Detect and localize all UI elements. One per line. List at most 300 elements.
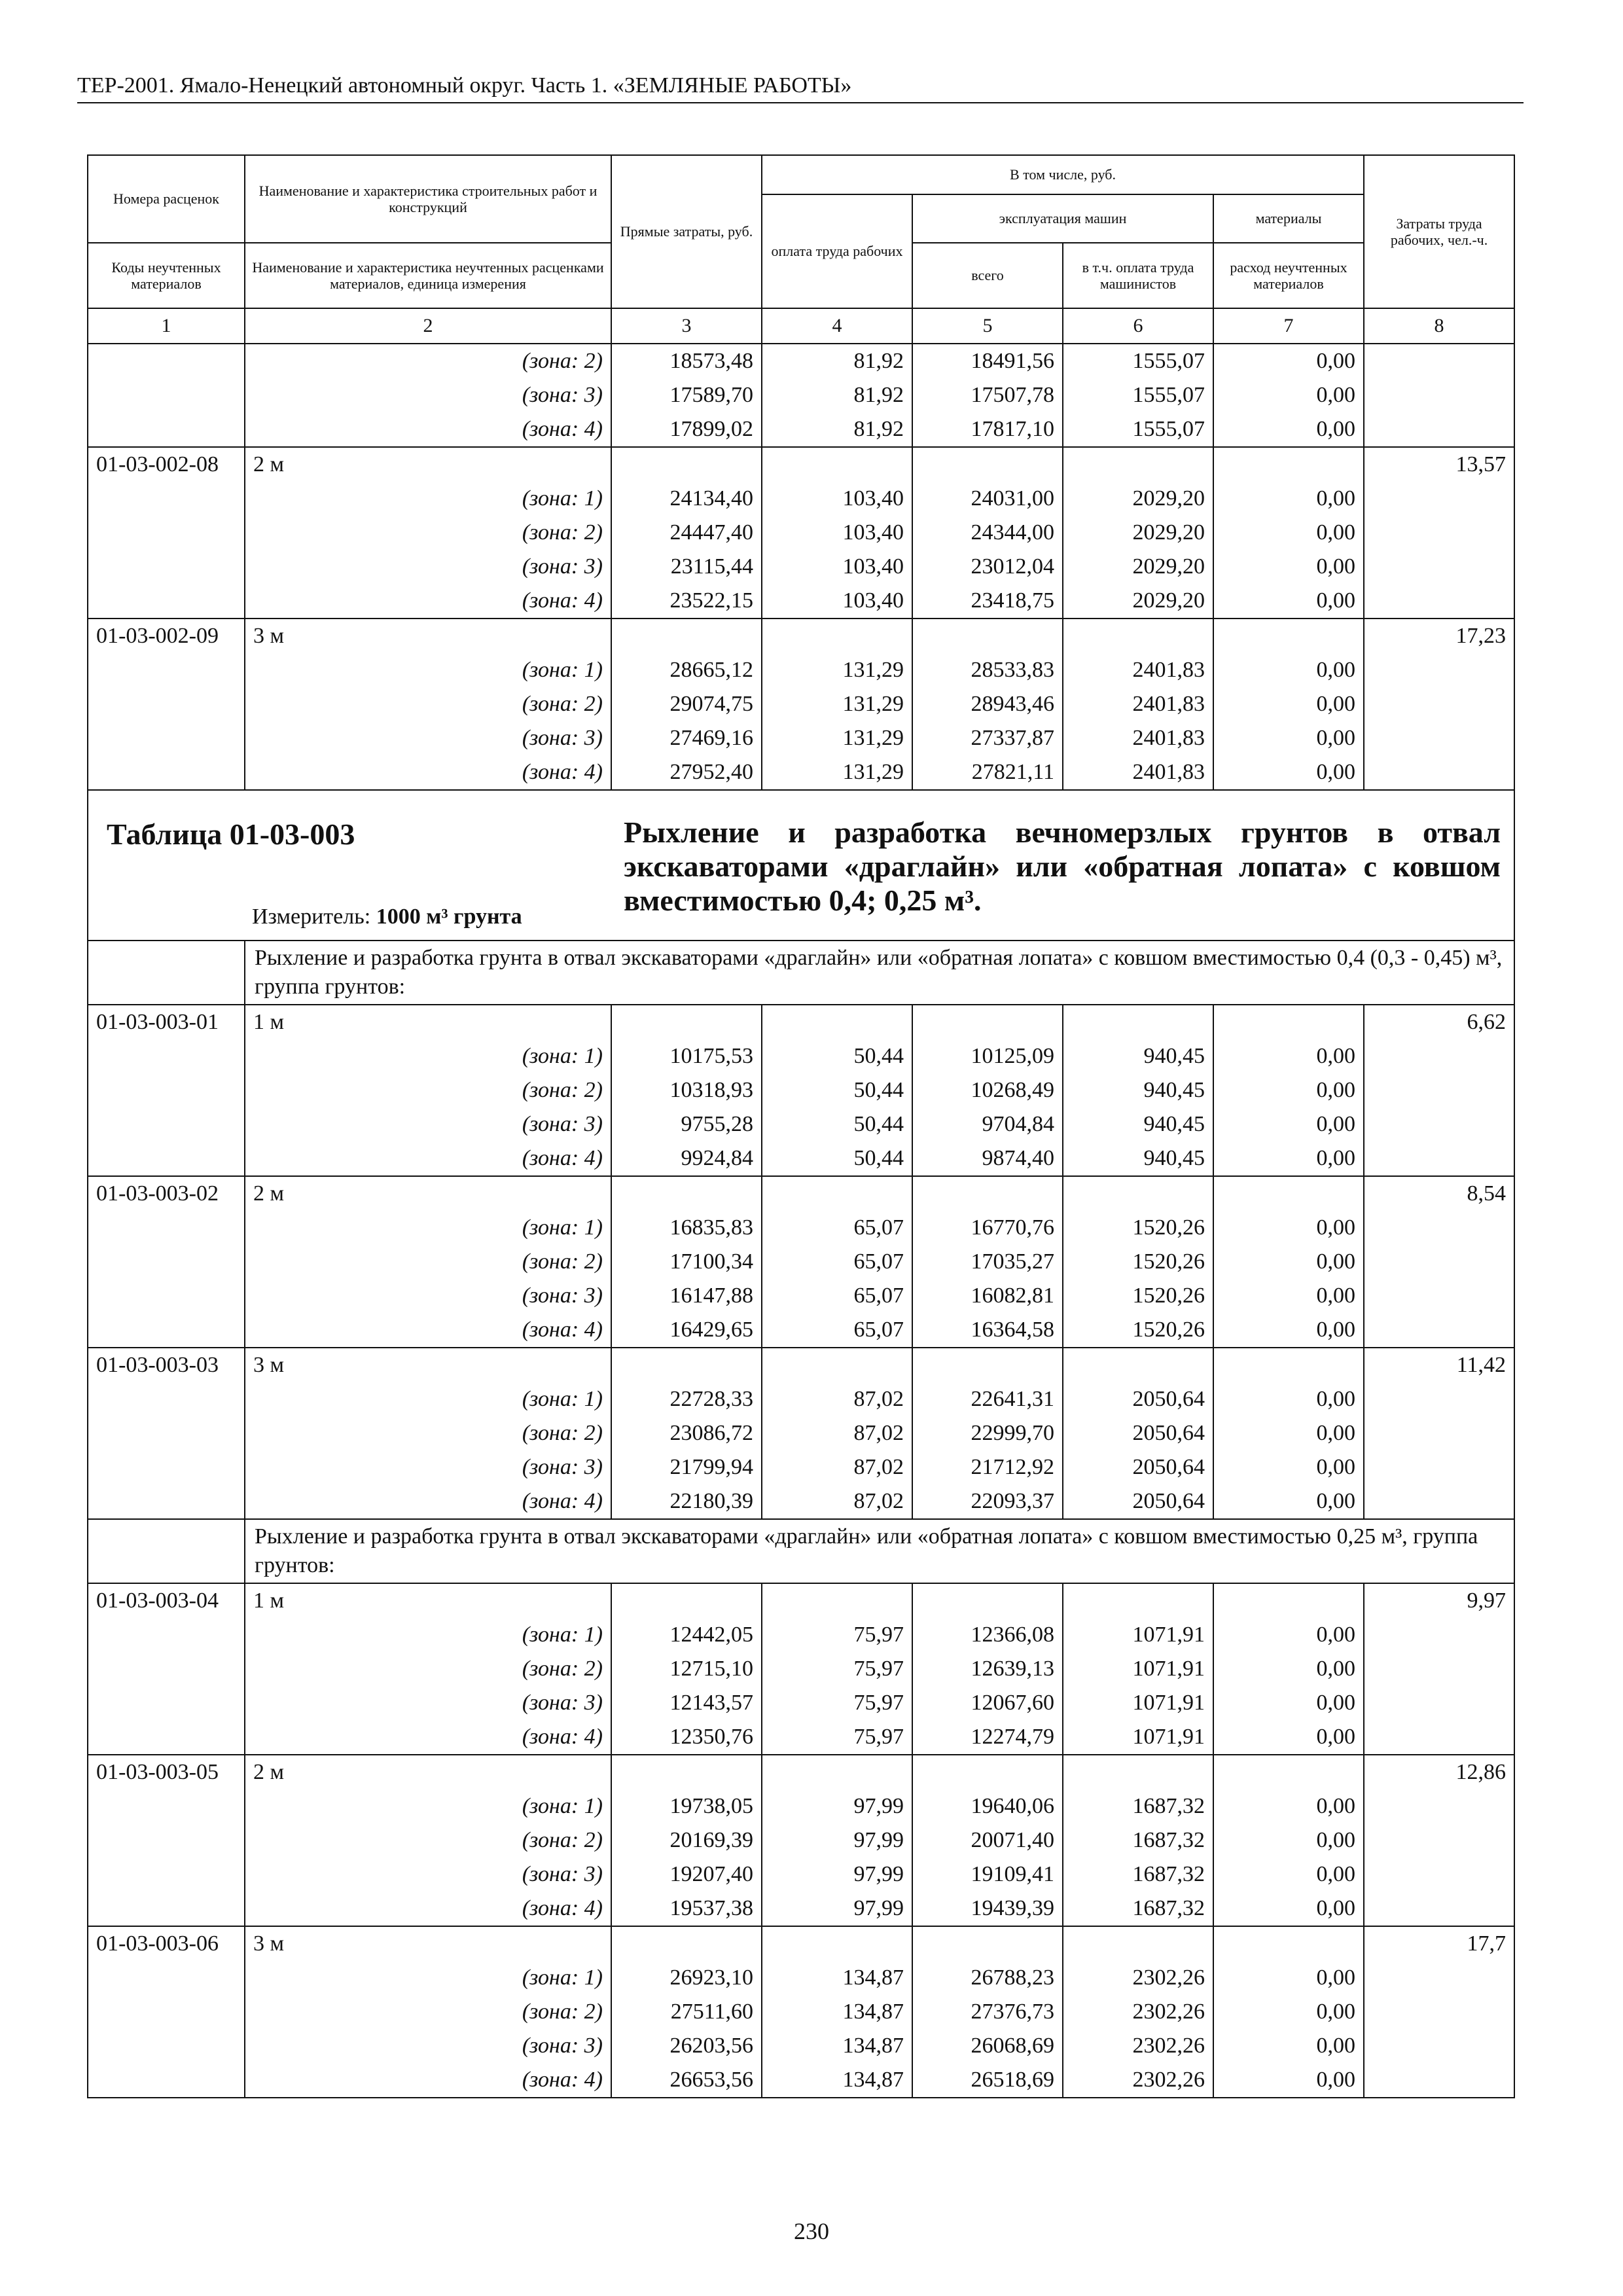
materials-use: 0,00 bbox=[1213, 687, 1364, 721]
zone-label: (зона: 2) bbox=[245, 1995, 611, 2029]
materials-use: 0,00 bbox=[1213, 378, 1364, 412]
zone-label: (зона: 4) bbox=[245, 2063, 611, 2098]
direct-cost: 21799,94 bbox=[611, 1450, 762, 1484]
labor-hours-empty bbox=[1364, 1382, 1514, 1416]
materials-use: 0,00 bbox=[1213, 1382, 1364, 1416]
empty-cell bbox=[1213, 1926, 1364, 1961]
table-row bbox=[88, 1618, 1514, 1652]
machines-total: 12639,13 bbox=[912, 1652, 1063, 1686]
direct-cost: 18573,48 bbox=[611, 344, 762, 378]
code-cell-empty bbox=[88, 755, 245, 790]
empty-cell bbox=[611, 1005, 762, 1039]
machines-total: 24031,00 bbox=[912, 482, 1063, 516]
table-row bbox=[88, 482, 1514, 516]
empty-cell bbox=[611, 1348, 762, 1382]
direct-cost: 10318,93 bbox=[611, 1073, 762, 1107]
rate-document bbox=[87, 154, 1514, 2098]
table-row bbox=[88, 1245, 1514, 1279]
labor-hours-empty bbox=[1364, 1686, 1514, 1720]
materials-use: 0,00 bbox=[1213, 1484, 1364, 1519]
labor-hours: 6,62 bbox=[1364, 1005, 1514, 1039]
operators-pay: 940,45 bbox=[1063, 1039, 1213, 1073]
rate-group-row bbox=[88, 619, 1514, 653]
direct-cost: 16835,83 bbox=[611, 1211, 762, 1245]
empty-cell bbox=[1213, 1176, 1364, 1211]
zone-label: (зона: 2) bbox=[245, 1652, 611, 1686]
operators-pay: 1071,91 bbox=[1063, 1686, 1213, 1720]
machines-total: 26788,23 bbox=[912, 1961, 1063, 1995]
labor-cost: 103,40 bbox=[762, 550, 912, 584]
materials-use: 0,00 bbox=[1213, 1279, 1364, 1313]
direct-cost: 9924,84 bbox=[611, 1141, 762, 1176]
code-cell-empty bbox=[88, 516, 245, 550]
zone-label: (зона: 2) bbox=[245, 344, 611, 378]
labor-hours-empty bbox=[1364, 1450, 1514, 1484]
code-cell-empty bbox=[88, 1141, 245, 1176]
machines-total: 23012,04 bbox=[912, 550, 1063, 584]
table-row bbox=[88, 550, 1514, 584]
machines-total: 10125,09 bbox=[912, 1039, 1063, 1073]
empty-cell bbox=[762, 1005, 912, 1039]
operators-pay: 2050,64 bbox=[1063, 1416, 1213, 1450]
code-cell-empty bbox=[88, 1279, 245, 1313]
operators-pay: 1687,32 bbox=[1063, 1892, 1213, 1926]
rate-code: 01-03-003-01 bbox=[88, 1005, 245, 1039]
header-col2-bottom: Наименование и характеристика неучтенных расценками материалов, единица измерения bbox=[245, 243, 611, 308]
table-row bbox=[88, 1141, 1514, 1176]
materials-use: 0,00 bbox=[1213, 1141, 1364, 1176]
rates-table bbox=[87, 154, 1515, 2098]
machines-total: 20071,40 bbox=[912, 1823, 1063, 1857]
materials-use: 0,00 bbox=[1213, 653, 1364, 687]
section-heading: Рыхление и разработка грунта в отвал экскаваторами «драглайн» или «обратная лопата» с ковшом вместимостью 0,4 (0,3 - 0,45) м³, группа грунтов: bbox=[245, 941, 1514, 1005]
empty-cell bbox=[611, 1176, 762, 1211]
rate-group-row bbox=[88, 1583, 1514, 1618]
table-row bbox=[88, 1107, 1514, 1141]
operators-pay: 2029,20 bbox=[1063, 584, 1213, 619]
direct-cost: 16147,88 bbox=[611, 1279, 762, 1313]
table-number: Таблица 01-03-003 bbox=[107, 817, 355, 851]
rate-name: 3 м bbox=[245, 619, 611, 653]
header-col3: Прямые затраты, руб. bbox=[611, 155, 762, 308]
empty-cell bbox=[912, 1176, 1063, 1211]
machines-total: 26518,69 bbox=[912, 2063, 1063, 2098]
labor-cost: 87,02 bbox=[762, 1416, 912, 1450]
labor-cost: 103,40 bbox=[762, 482, 912, 516]
zone-label: (зона: 3) bbox=[245, 1857, 611, 1892]
operators-pay: 2401,83 bbox=[1063, 687, 1213, 721]
labor-hours-empty bbox=[1364, 1789, 1514, 1823]
header-col5: всего bbox=[912, 243, 1063, 308]
empty-cell bbox=[1213, 1755, 1364, 1789]
zone-label: (зона: 1) bbox=[245, 1789, 611, 1823]
empty-cell bbox=[1213, 1005, 1364, 1039]
zone-label: (зона: 2) bbox=[245, 687, 611, 721]
labor-hours: 12,86 bbox=[1364, 1755, 1514, 1789]
machines-total: 17817,10 bbox=[912, 412, 1063, 447]
operators-pay: 2401,83 bbox=[1063, 755, 1213, 790]
materials-use: 0,00 bbox=[1213, 482, 1364, 516]
table-row bbox=[88, 584, 1514, 619]
empty-cell bbox=[1063, 619, 1213, 653]
zone-label: (зона: 1) bbox=[245, 1211, 611, 1245]
code-cell-empty bbox=[88, 378, 245, 412]
empty-cell bbox=[1063, 1176, 1213, 1211]
machines-total: 16364,58 bbox=[912, 1313, 1063, 1348]
materials-use: 0,00 bbox=[1213, 1857, 1364, 1892]
machines-total: 17035,27 bbox=[912, 1245, 1063, 1279]
section-row bbox=[88, 1519, 1514, 1583]
zone-label: (зона: 3) bbox=[245, 378, 611, 412]
machines-total: 19439,39 bbox=[912, 1892, 1063, 1926]
direct-cost: 22728,33 bbox=[611, 1382, 762, 1416]
direct-cost: 16429,65 bbox=[611, 1313, 762, 1348]
zone-label: (зона: 1) bbox=[245, 1618, 611, 1652]
empty-cell bbox=[611, 1926, 762, 1961]
operators-pay: 2302,26 bbox=[1063, 2063, 1213, 2098]
operators-pay: 940,45 bbox=[1063, 1107, 1213, 1141]
labor-hours-empty bbox=[1364, 755, 1514, 790]
materials-use: 0,00 bbox=[1213, 412, 1364, 447]
header-col4: оплата труда рабочих bbox=[762, 194, 912, 308]
direct-cost: 19738,05 bbox=[611, 1789, 762, 1823]
code-cell-empty bbox=[88, 1039, 245, 1073]
operators-pay: 1555,07 bbox=[1063, 412, 1213, 447]
code-cell-empty bbox=[88, 1995, 245, 2029]
machines-total: 18491,56 bbox=[912, 344, 1063, 378]
table-row bbox=[88, 344, 1514, 378]
empty-cell bbox=[762, 1583, 912, 1618]
direct-cost: 19537,38 bbox=[611, 1892, 762, 1926]
labor-cost: 50,44 bbox=[762, 1073, 912, 1107]
header-col8: Затраты труда рабочих, чел.-ч. bbox=[1364, 155, 1514, 308]
zone-label: (зона: 3) bbox=[245, 1279, 611, 1313]
table-row bbox=[88, 1382, 1514, 1416]
materials-use: 0,00 bbox=[1213, 1313, 1364, 1348]
rate-name: 3 м bbox=[245, 1926, 611, 1961]
materials-use: 0,00 bbox=[1213, 755, 1364, 790]
code-cell-empty bbox=[88, 1618, 245, 1652]
labor-hours-empty bbox=[1364, 721, 1514, 755]
empty-cell bbox=[611, 619, 762, 653]
column-number: 3 bbox=[611, 308, 762, 344]
direct-cost: 17899,02 bbox=[611, 412, 762, 447]
table-row bbox=[88, 755, 1514, 790]
table-row bbox=[88, 1484, 1514, 1519]
direct-cost: 12442,05 bbox=[611, 1618, 762, 1652]
labor-hours-empty bbox=[1364, 584, 1514, 619]
zone-label: (зона: 3) bbox=[245, 1107, 611, 1141]
operators-pay: 1071,91 bbox=[1063, 1720, 1213, 1755]
column-number: 7 bbox=[1213, 308, 1364, 344]
rate-group-row bbox=[88, 1348, 1514, 1382]
labor-cost: 103,40 bbox=[762, 516, 912, 550]
direct-cost: 12350,76 bbox=[611, 1720, 762, 1755]
direct-cost: 9755,28 bbox=[611, 1107, 762, 1141]
code-cell-empty bbox=[88, 1313, 245, 1348]
machines-total: 22641,31 bbox=[912, 1382, 1063, 1416]
empty-cell bbox=[1213, 619, 1364, 653]
direct-cost: 28665,12 bbox=[611, 653, 762, 687]
materials-use: 0,00 bbox=[1213, 1995, 1364, 2029]
machines-total: 17507,78 bbox=[912, 378, 1063, 412]
column-number: 1 bbox=[88, 308, 245, 344]
operators-pay: 2401,83 bbox=[1063, 721, 1213, 755]
materials-use: 0,00 bbox=[1213, 584, 1364, 619]
labor-cost: 97,99 bbox=[762, 1823, 912, 1857]
table-row bbox=[88, 1995, 1514, 2029]
column-numbers-row bbox=[88, 308, 1514, 344]
labor-hours-empty bbox=[1364, 1823, 1514, 1857]
table-row bbox=[88, 516, 1514, 550]
rate-code: 01-03-002-09 bbox=[88, 619, 245, 653]
table-title-row bbox=[88, 790, 1514, 941]
code-cell-empty bbox=[88, 584, 245, 619]
code-cell-empty bbox=[88, 482, 245, 516]
materials-use: 0,00 bbox=[1213, 1107, 1364, 1141]
header-row-1 bbox=[88, 155, 1514, 194]
materials-use: 0,00 bbox=[1213, 1211, 1364, 1245]
empty-cell bbox=[762, 1755, 912, 1789]
materials-use: 0,00 bbox=[1213, 550, 1364, 584]
machines-total: 22999,70 bbox=[912, 1416, 1063, 1450]
direct-cost: 26203,56 bbox=[611, 2029, 762, 2063]
code-cell-empty bbox=[88, 1073, 245, 1107]
direct-cost: 17100,34 bbox=[611, 1245, 762, 1279]
materials-use: 0,00 bbox=[1213, 516, 1364, 550]
code-cell-empty bbox=[88, 2029, 245, 2063]
zone-label: (зона: 2) bbox=[245, 1823, 611, 1857]
direct-cost: 12143,57 bbox=[611, 1686, 762, 1720]
labor-cost: 50,44 bbox=[762, 1107, 912, 1141]
machines-total: 12274,79 bbox=[912, 1720, 1063, 1755]
empty-cell bbox=[1063, 1005, 1213, 1039]
labor-cost: 97,99 bbox=[762, 1857, 912, 1892]
labor-cost: 75,97 bbox=[762, 1618, 912, 1652]
rate-group-row bbox=[88, 1176, 1514, 1211]
machines-total: 19109,41 bbox=[912, 1857, 1063, 1892]
rate-code: 01-03-003-06 bbox=[88, 1926, 245, 1961]
empty-cell bbox=[1213, 1583, 1364, 1618]
empty-cell bbox=[912, 1348, 1063, 1382]
labor-cost: 134,87 bbox=[762, 1995, 912, 2029]
labor-cost: 75,97 bbox=[762, 1686, 912, 1720]
machines-total: 9704,84 bbox=[912, 1107, 1063, 1141]
machines-total: 21712,92 bbox=[912, 1450, 1063, 1484]
code-cell-empty bbox=[88, 1450, 245, 1484]
page-number: 230 bbox=[794, 2218, 829, 2244]
labor-hours-empty bbox=[1364, 1211, 1514, 1245]
empty-cell bbox=[611, 1755, 762, 1789]
machines-total: 12067,60 bbox=[912, 1686, 1063, 1720]
labor-hours-empty bbox=[1364, 1484, 1514, 1519]
column-number: 2 bbox=[245, 308, 611, 344]
code-cell-empty bbox=[88, 1720, 245, 1755]
code-cell-empty bbox=[88, 1211, 245, 1245]
direct-cost: 29074,75 bbox=[611, 687, 762, 721]
table-title-block bbox=[88, 791, 1514, 940]
header-incl: В том числе, руб. bbox=[762, 155, 1364, 194]
labor-cost: 75,97 bbox=[762, 1720, 912, 1755]
labor-hours: 17,23 bbox=[1364, 619, 1514, 653]
code-cell-empty bbox=[88, 1892, 245, 1926]
zone-label: (зона: 2) bbox=[245, 1245, 611, 1279]
direct-cost: 20169,39 bbox=[611, 1823, 762, 1857]
labor-hours-empty bbox=[1364, 1313, 1514, 1348]
labor-cost: 50,44 bbox=[762, 1141, 912, 1176]
running-header: ТЕР-2001. Ямало-Ненецкий автономный округ. Часть 1. «ЗЕМЛЯНЫЕ РАБОТЫ» bbox=[77, 73, 1524, 103]
labor-hours-empty bbox=[1364, 1039, 1514, 1073]
code-cell-empty bbox=[88, 1686, 245, 1720]
machines-total: 27376,73 bbox=[912, 1995, 1063, 2029]
rate-name: 2 м bbox=[245, 1176, 611, 1211]
zone-label: (зона: 3) bbox=[245, 1686, 611, 1720]
zone-label: (зона: 4) bbox=[245, 412, 611, 447]
rate-code: 01-03-003-03 bbox=[88, 1348, 245, 1382]
empty-cell bbox=[1213, 447, 1364, 482]
materials-use: 0,00 bbox=[1213, 2029, 1364, 2063]
labor-hours-empty bbox=[1364, 1073, 1514, 1107]
machines-total: 26068,69 bbox=[912, 2029, 1063, 2063]
rate-name: 2 м bbox=[245, 447, 611, 482]
labor-hours-empty bbox=[1364, 378, 1514, 412]
direct-cost: 23522,15 bbox=[611, 584, 762, 619]
operators-pay: 1071,91 bbox=[1063, 1652, 1213, 1686]
labor-cost: 87,02 bbox=[762, 1450, 912, 1484]
header-col2-top: Наименование и характеристика строительных работ и конструкций bbox=[245, 155, 611, 243]
zone-label: (зона: 3) bbox=[245, 2029, 611, 2063]
table-row bbox=[88, 1211, 1514, 1245]
zone-label: (зона: 4) bbox=[245, 1892, 611, 1926]
labor-hours-empty bbox=[1364, 687, 1514, 721]
labor-cost: 65,07 bbox=[762, 1313, 912, 1348]
code-cell-empty bbox=[88, 1107, 245, 1141]
empty-cell bbox=[762, 619, 912, 653]
operators-pay: 1520,26 bbox=[1063, 1279, 1213, 1313]
table-row bbox=[88, 378, 1514, 412]
empty-cell bbox=[1063, 1755, 1213, 1789]
operators-pay: 1520,26 bbox=[1063, 1211, 1213, 1245]
direct-cost: 24447,40 bbox=[611, 516, 762, 550]
unit-label: Измеритель: bbox=[252, 905, 371, 929]
table-row bbox=[88, 412, 1514, 447]
labor-cost: 131,29 bbox=[762, 755, 912, 790]
direct-cost: 26923,10 bbox=[611, 1961, 762, 1995]
empty-cell bbox=[1063, 1348, 1213, 1382]
labor-cost: 97,99 bbox=[762, 1892, 912, 1926]
header-col1-bottom: Коды неучтенных материалов bbox=[88, 243, 245, 308]
machines-total: 16770,76 bbox=[912, 1211, 1063, 1245]
rate-code: 01-03-003-04 bbox=[88, 1583, 245, 1618]
labor-cost: 81,92 bbox=[762, 344, 912, 378]
operators-pay: 2302,26 bbox=[1063, 1995, 1213, 2029]
materials-use: 0,00 bbox=[1213, 2063, 1364, 2098]
table-row bbox=[88, 1857, 1514, 1892]
operators-pay: 2401,83 bbox=[1063, 653, 1213, 687]
table-title: Рыхление и разработка вечномерзлых грунтов в отвал экскаваторами «драглайн» или «обратная лопата» с ковшом вместимостью 0,4; 0,25 м³. bbox=[624, 816, 1501, 917]
direct-cost: 22180,39 bbox=[611, 1484, 762, 1519]
empty-cell bbox=[762, 1176, 912, 1211]
labor-cost: 131,29 bbox=[762, 687, 912, 721]
labor-hours-empty bbox=[1364, 653, 1514, 687]
zone-label: (зона: 2) bbox=[245, 516, 611, 550]
operators-pay: 2029,20 bbox=[1063, 550, 1213, 584]
measurement-unit bbox=[252, 905, 522, 929]
zone-label: (зона: 4) bbox=[245, 755, 611, 790]
labor-hours-empty bbox=[1364, 1995, 1514, 2029]
zone-label: (зона: 4) bbox=[245, 1141, 611, 1176]
table-row bbox=[88, 1892, 1514, 1926]
rate-group-row bbox=[88, 1755, 1514, 1789]
rate-code: 01-03-003-02 bbox=[88, 1176, 245, 1211]
labor-hours-empty bbox=[1364, 1107, 1514, 1141]
labor-hours-empty bbox=[1364, 2063, 1514, 2098]
zone-label: (зона: 4) bbox=[245, 584, 611, 619]
rate-code: 01-03-003-05 bbox=[88, 1755, 245, 1789]
materials-use: 0,00 bbox=[1213, 1618, 1364, 1652]
operators-pay: 940,45 bbox=[1063, 1073, 1213, 1107]
table-row bbox=[88, 1720, 1514, 1755]
code-cell-empty bbox=[88, 344, 245, 378]
column-number: 4 bbox=[762, 308, 912, 344]
table-row bbox=[88, 1789, 1514, 1823]
labor-cost: 65,07 bbox=[762, 1245, 912, 1279]
direct-cost: 24134,40 bbox=[611, 482, 762, 516]
rate-name: 2 м bbox=[245, 1755, 611, 1789]
empty-cell bbox=[1063, 1583, 1213, 1618]
machines-total: 12366,08 bbox=[912, 1618, 1063, 1652]
materials-use: 0,00 bbox=[1213, 1823, 1364, 1857]
empty-cell bbox=[912, 1926, 1063, 1961]
direct-cost: 23115,44 bbox=[611, 550, 762, 584]
materials-use: 0,00 bbox=[1213, 1245, 1364, 1279]
materials-use: 0,00 bbox=[1213, 1073, 1364, 1107]
machines-total: 23418,75 bbox=[912, 584, 1063, 619]
operators-pay: 940,45 bbox=[1063, 1141, 1213, 1176]
zone-label: (зона: 2) bbox=[245, 1073, 611, 1107]
operators-pay: 1520,26 bbox=[1063, 1313, 1213, 1348]
zone-label: (зона: 1) bbox=[245, 1961, 611, 1995]
labor-hours-empty bbox=[1364, 516, 1514, 550]
labor-hours-empty bbox=[1364, 1720, 1514, 1755]
labor-cost: 50,44 bbox=[762, 1039, 912, 1073]
labor-cost: 134,87 bbox=[762, 1961, 912, 1995]
table-row bbox=[88, 1313, 1514, 1348]
code-cell-empty bbox=[88, 1245, 245, 1279]
labor-cost: 131,29 bbox=[762, 721, 912, 755]
machines-total: 28533,83 bbox=[912, 653, 1063, 687]
header-col6: в т.ч. оплата труда машинистов bbox=[1063, 243, 1213, 308]
column-number: 8 bbox=[1364, 308, 1514, 344]
unit-value: 1000 м³ грунта bbox=[376, 905, 522, 929]
section-code-empty bbox=[88, 941, 245, 1005]
labor-cost: 134,87 bbox=[762, 2029, 912, 2063]
header-materials: материалы bbox=[1213, 194, 1364, 243]
machines-total: 16082,81 bbox=[912, 1279, 1063, 1313]
table-row bbox=[88, 1652, 1514, 1686]
labor-hours: 13,57 bbox=[1364, 447, 1514, 482]
direct-cost: 19207,40 bbox=[611, 1857, 762, 1892]
materials-use: 0,00 bbox=[1213, 1652, 1364, 1686]
operators-pay: 1071,91 bbox=[1063, 1618, 1213, 1652]
labor-hours-empty bbox=[1364, 412, 1514, 447]
zone-label: (зона: 4) bbox=[245, 1484, 611, 1519]
empty-cell bbox=[912, 1755, 1063, 1789]
materials-use: 0,00 bbox=[1213, 1892, 1364, 1926]
table-row bbox=[88, 2063, 1514, 2098]
operators-pay: 1687,32 bbox=[1063, 1789, 1213, 1823]
operators-pay: 1555,07 bbox=[1063, 378, 1213, 412]
